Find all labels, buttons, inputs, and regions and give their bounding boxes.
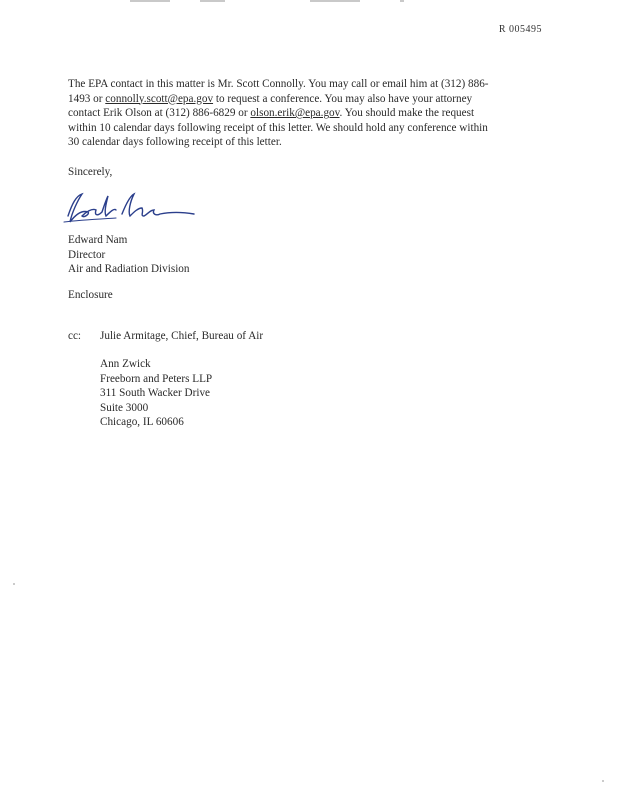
closing-salutation: Sincerely,: [68, 166, 113, 178]
body-line-3-start: contact Erik Olson at (312) 886-6829 or: [68, 107, 251, 119]
cc-address-street: 311 South Wacker Drive: [100, 387, 211, 399]
cc-address-name: Ann Zwick: [100, 358, 151, 370]
cc-address-suite: Suite 3000: [100, 401, 149, 414]
cc-recipient-2-address: [100, 357, 212, 430]
cc-address-firm: Freeborn and Peters LLP: [100, 372, 213, 385]
signatory-division: Air and Radiation Division: [68, 263, 190, 275]
scan-speck: [13, 583, 15, 585]
scan-speck: [602, 780, 604, 782]
body-line-1: The EPA contact in this matter is Mr. Scott Connolly. You may call or email him at (312) 886-: [68, 78, 489, 90]
connolly-email-link[interactable]: connolly.scott@epa.gov: [105, 92, 214, 105]
enclosure-note: Enclosure: [68, 289, 113, 301]
signature-block: [68, 233, 190, 277]
cc-label: cc:: [68, 330, 82, 342]
bates-number: R 005495: [498, 24, 542, 35]
cc-address-city: Chicago, IL 60606: [100, 416, 184, 428]
body-line-4: within 10 calendar days following receipt of this letter. We should hold any conference within: [68, 121, 488, 134]
scan-edge-marks: [130, 0, 430, 3]
body-line-2: [68, 92, 548, 107]
handwritten-signature: [60, 186, 200, 230]
olson-email-link[interactable]: olson.erik@epa.gov: [250, 107, 340, 119]
signatory-title: Director: [68, 248, 106, 261]
cc-recipient-1: Julie Armitage, Chief, Bureau of Air: [100, 330, 264, 342]
signatory-name: Edward Nam: [68, 234, 128, 246]
body-line-2-start: 1493 or: [68, 92, 106, 105]
body-line-5: 30 calendar days following receipt of this letter.: [68, 136, 282, 148]
body-line-3-end: . You should make the request: [339, 107, 475, 119]
letter-body: [68, 77, 548, 150]
body-line-3: [68, 106, 548, 121]
body-line-2-end: to request a conference. You may also have your attorney: [213, 92, 473, 105]
